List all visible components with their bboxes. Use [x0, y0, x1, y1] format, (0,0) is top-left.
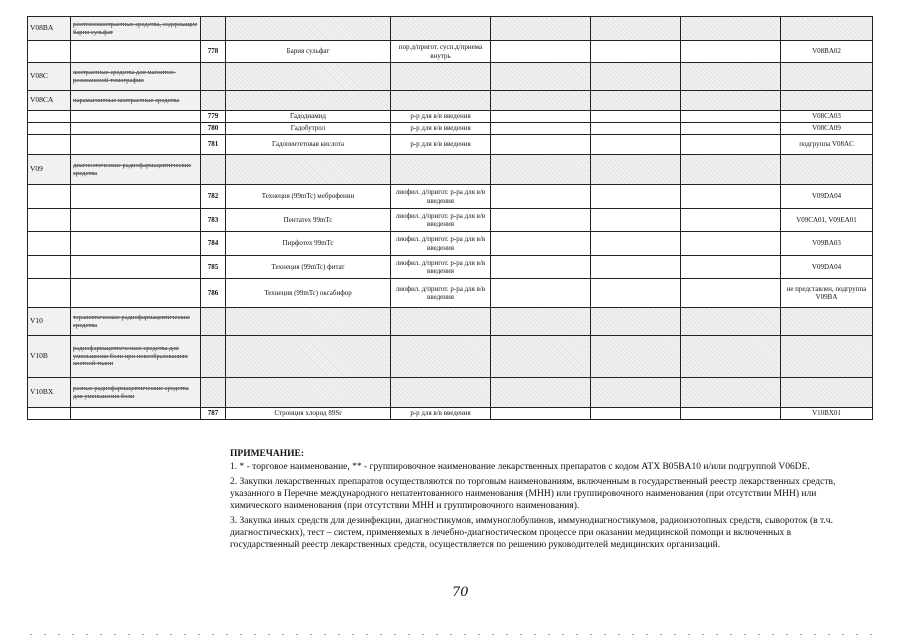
empty-cell [681, 336, 781, 378]
drug-table [27, 16, 873, 420]
empty-cell [28, 408, 71, 420]
empty-cell [781, 378, 873, 408]
empty-cell [591, 41, 681, 63]
empty-cell [71, 408, 201, 420]
empty-cell [591, 63, 681, 91]
atc-code: подгруппа V08AC [781, 135, 873, 155]
empty-cell [491, 408, 591, 420]
empty-cell [71, 135, 201, 155]
empty-cell [226, 17, 391, 41]
atc-group-name: терапевтические радиофармацевтические средства [71, 308, 201, 336]
atc-group-code: V10BX [28, 378, 71, 408]
empty-cell [681, 63, 781, 91]
drug-name: Пирфотех 99mTc [226, 232, 391, 256]
group-row [28, 91, 873, 111]
empty-cell [781, 308, 873, 336]
empty-cell [71, 111, 201, 123]
empty-cell [681, 135, 781, 155]
empty-cell [591, 232, 681, 256]
drug-name: Гадопентетовая кислота [226, 135, 391, 155]
note-item-1: 1. * - торговое наименование, ** - группировочное наименование лекарственных препаратов с кодом АТХ B05BA10 и/или подгруппой V06DE. [230, 462, 810, 473]
atc-group-code: V10B [28, 336, 71, 378]
empty-cell [391, 378, 491, 408]
group-row [28, 155, 873, 185]
empty-cell [28, 256, 71, 279]
empty-cell [491, 135, 591, 155]
empty-cell [491, 209, 591, 232]
empty-cell [71, 185, 201, 209]
group-row [28, 17, 873, 41]
group-row [28, 63, 873, 91]
drug-row [28, 185, 873, 209]
atc-group-name: рентгеноконтрастные средства, содержащие бария сульфат [71, 17, 201, 41]
drug-name: Пентатех 99mTc [226, 209, 391, 232]
empty-cell [71, 232, 201, 256]
drug-row [28, 41, 873, 63]
atc-group-code: V10 [28, 308, 71, 336]
drug-number: 786 [201, 279, 226, 308]
empty-cell [491, 155, 591, 185]
drug-row [28, 209, 873, 232]
empty-cell [491, 378, 591, 408]
empty-cell [681, 232, 781, 256]
atc-code: V09DA04 [781, 256, 873, 279]
drug-name: Технеция (99mTc) меброфенин [226, 185, 391, 209]
drug-table-body [28, 17, 873, 420]
empty-cell [781, 17, 873, 41]
empty-cell [28, 123, 71, 135]
empty-cell [591, 91, 681, 111]
notes-section [230, 448, 855, 555]
empty-cell [226, 155, 391, 185]
empty-cell [681, 155, 781, 185]
drug-number: 783 [201, 209, 226, 232]
atc-group-name: контрастные средства для магнитно-резонансной томографии [71, 63, 201, 91]
empty-cell [591, 378, 681, 408]
empty-cell [591, 185, 681, 209]
empty-cell [781, 155, 873, 185]
drug-name: Гадобутрол [226, 123, 391, 135]
atc-group-name: парамагнитные контрастные средства [71, 91, 201, 111]
empty-cell [391, 155, 491, 185]
empty-cell [491, 123, 591, 135]
drug-number: 787 [201, 408, 226, 420]
drug-row [28, 123, 873, 135]
drug-number: 781 [201, 135, 226, 155]
atc-group-code: V08BA [28, 17, 71, 41]
empty-cell [491, 111, 591, 123]
empty-cell [491, 232, 591, 256]
drug-row [28, 256, 873, 279]
empty-cell [591, 336, 681, 378]
drug-row [28, 408, 873, 420]
group-row [28, 336, 873, 378]
drug-number: 779 [201, 111, 226, 123]
empty-cell [781, 91, 873, 111]
empty-cell [491, 256, 591, 279]
empty-cell [491, 41, 591, 63]
atc-group-name: диагностические радиофармацевтические средства [71, 155, 201, 185]
dosage-form: лиофил. д/пригот. р-ра для в/в введения [391, 209, 491, 232]
empty-cell [591, 408, 681, 420]
empty-cell [591, 123, 681, 135]
atc-code: V08CA03 [781, 111, 873, 123]
empty-cell [681, 209, 781, 232]
empty-cell [681, 185, 781, 209]
drug-name: Гадодиамид [226, 111, 391, 123]
atc-group-code: V08C [28, 63, 71, 91]
dosage-form: пор.д/пригот. сусп.д/приема внутрь [391, 41, 491, 63]
page-number: 70 [452, 585, 469, 600]
dosage-form: р-р для в/в введения [391, 111, 491, 123]
empty-cell [491, 279, 591, 308]
empty-cell [28, 185, 71, 209]
empty-cell [591, 209, 681, 232]
empty-cell [591, 17, 681, 41]
atc-code: V10BX01 [781, 408, 873, 420]
empty-cell [71, 123, 201, 135]
empty-cell [28, 279, 71, 308]
empty-cell [226, 336, 391, 378]
empty-cell [201, 17, 226, 41]
empty-cell [681, 308, 781, 336]
dosage-form: р-р для в/в введения [391, 408, 491, 420]
empty-cell [226, 378, 391, 408]
empty-cell [28, 111, 71, 123]
drug-name: Технеция (99mTc) фитат [226, 256, 391, 279]
empty-cell [681, 91, 781, 111]
empty-cell [781, 63, 873, 91]
empty-cell [391, 308, 491, 336]
empty-cell [391, 336, 491, 378]
dosage-form: лиофил. д/пригот. р-ра для в/в введения [391, 256, 491, 279]
drug-name: Бария сульфат [226, 41, 391, 63]
empty-cell [391, 63, 491, 91]
drug-number: 778 [201, 41, 226, 63]
empty-cell [591, 279, 681, 308]
empty-cell [201, 155, 226, 185]
drug-row [28, 135, 873, 155]
empty-cell [591, 155, 681, 185]
atc-group-code: V08CA [28, 91, 71, 111]
notes-title: ПРИМЕЧАНИЕ: [230, 449, 304, 459]
empty-cell [591, 135, 681, 155]
dosage-form: лиофил. д/пригот. р-ра для в/в введения [391, 279, 491, 308]
empty-cell [591, 111, 681, 123]
empty-cell [226, 63, 391, 91]
empty-cell [28, 232, 71, 256]
empty-cell [681, 17, 781, 41]
drug-number: 784 [201, 232, 226, 256]
scan-artifact-line [30, 634, 875, 635]
atc-code: не представлен, подгруппа V09BA [781, 279, 873, 308]
atc-group-name: радиофармацевтические средства для уменьшения боли при новообразованиях костной ткани [71, 336, 201, 378]
empty-cell [201, 308, 226, 336]
group-row [28, 378, 873, 408]
dosage-form: р-р для в/в введения [391, 123, 491, 135]
group-row [28, 308, 873, 336]
drug-row [28, 279, 873, 308]
atc-group-name: разные радиофармацевтические средства для уменьшения боли [71, 378, 201, 408]
atc-code: V09CA01, V09EA01 [781, 209, 873, 232]
empty-cell [491, 185, 591, 209]
empty-cell [71, 256, 201, 279]
empty-cell [681, 279, 781, 308]
empty-cell [491, 63, 591, 91]
empty-cell [491, 336, 591, 378]
drug-name: Технеция (99mTc) оксабифор [226, 279, 391, 308]
empty-cell [71, 41, 201, 63]
empty-cell [391, 17, 491, 41]
drug-number: 785 [201, 256, 226, 279]
atc-code: V09BA03 [781, 232, 873, 256]
atc-code: V09DA04 [781, 185, 873, 209]
atc-code: V08CA09 [781, 123, 873, 135]
empty-cell [201, 378, 226, 408]
empty-cell [681, 123, 781, 135]
atc-group-code: V09 [28, 155, 71, 185]
empty-cell [781, 336, 873, 378]
empty-cell [226, 91, 391, 111]
empty-cell [681, 41, 781, 63]
dosage-form: лиофил. д/пригот. р-ра для в/в введения [391, 232, 491, 256]
empty-cell [28, 41, 71, 63]
dosage-form: р-р для в/в введения [391, 135, 491, 155]
empty-cell [391, 91, 491, 111]
drug-number: 780 [201, 123, 226, 135]
empty-cell [591, 308, 681, 336]
drug-name: Стронция хлорид 89Sr [226, 408, 391, 420]
atc-code: V08BA02 [781, 41, 873, 63]
empty-cell [681, 256, 781, 279]
empty-cell [491, 308, 591, 336]
note-item-3: 3. Закупка иных средств для дезинфекции, диагностикумов, иммуноглобулинов, иммунодиагностикумов, радиоизотопных средств, сывороток (в т.ч. диагностических), тест – систем, применяемых в лечебно-диагностическом процессе при оказании медицинской помощи и включенных в государственный реестр лекарственных средств, осуществляется по решению руководителей медицинских организаций. [230, 516, 833, 551]
empty-cell [71, 209, 201, 232]
empty-cell [28, 209, 71, 232]
drug-row [28, 111, 873, 123]
drug-number: 782 [201, 185, 226, 209]
empty-cell [591, 256, 681, 279]
empty-cell [681, 111, 781, 123]
empty-cell [681, 378, 781, 408]
empty-cell [28, 135, 71, 155]
empty-cell [201, 336, 226, 378]
empty-cell [201, 91, 226, 111]
empty-cell [71, 279, 201, 308]
dosage-form: лиофил. д/пригот. р-ра для в/в введения [391, 185, 491, 209]
empty-cell [681, 408, 781, 420]
empty-cell [201, 63, 226, 91]
drug-row [28, 232, 873, 256]
empty-cell [491, 17, 591, 41]
empty-cell [226, 308, 391, 336]
empty-cell [491, 91, 591, 111]
note-item-2: 2. Закупки лекарственных препаратов осуществляются по торговым наименованиям, включенным в государственный реестр лекарственных средств, указанного в Перечне международного непатентованного наименования (МНН) или группировочного наименования (при отсутствии МНН) или химического наименования (при отсутствии МНН и группировочного наименования). [230, 477, 836, 512]
